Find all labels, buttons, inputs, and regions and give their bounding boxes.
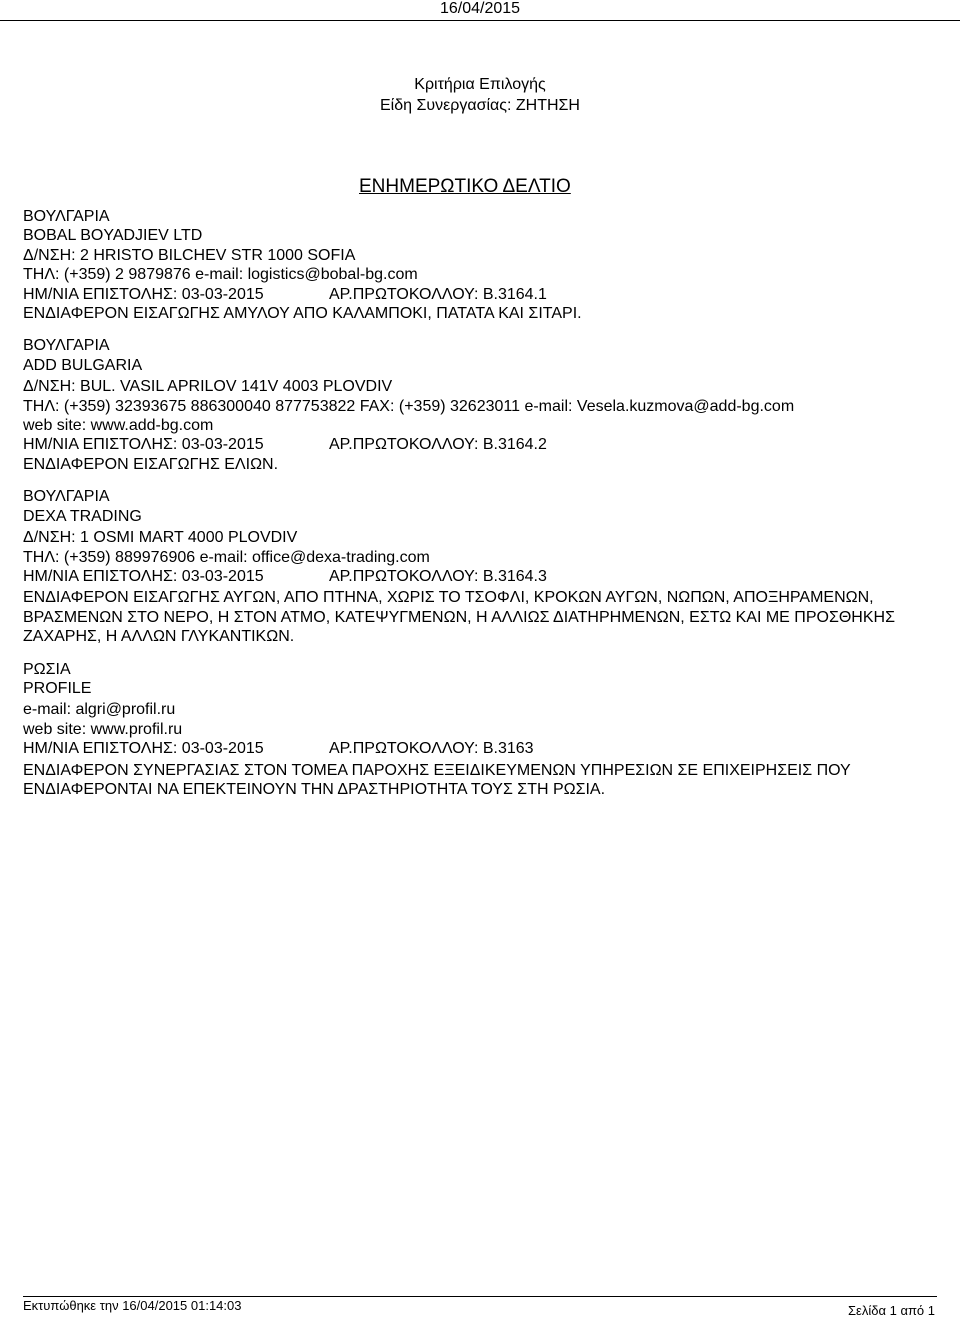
list-item xyxy=(23,207,954,323)
entry-letter-date: ΗΜ/ΝΙΑ ΕΠΙΣΤΟΛΗΣ: 03-03-2015 xyxy=(23,285,264,303)
footer-page-number: Σελίδα 1 από 1 xyxy=(848,1303,935,1318)
entry-country: ΒΟΥΛΓΑΡΙΑ xyxy=(23,488,110,506)
entry-address: Δ/ΝΣΗ: 1 OSMI MART 4000 PLOVDIV xyxy=(23,529,298,547)
entry-letter-date: ΗΜ/ΝΙΑ ΕΠΙΣΤΟΛΗΣ: 03-03-2015 xyxy=(23,567,264,585)
entry-protocol: ΑΡ.ΠΡΩΤΟΚΟΛΛΟΥ: Β.3164.1 xyxy=(329,285,547,303)
entry-contact: ΤΗΛ: (+359) 32393675 886300040 877753822 FAX: (+359) 32623011 e-mail: Vesela.kuzmova@add-bg.com xyxy=(23,397,795,415)
entry-interest: ΕΝΔΙΑΦΕΡΟΝ ΕΙΣΑΓΩΓΗΣ ΑΥΓΩΝ, ΑΠΟ ΠΤΗΝΑ, ΧΩΡΙΣ ΤΟ ΤΣΟΦΛΙ, ΚΡΟΚΩΝ ΑΥΓΩΝ, ΝΩΠΩΝ, ΑΠΟΞΗΡΑΜΕΝΩΝ, ΒΡΑΣΜΕΝΩΝ ΣΤΟ ΝΕΡΟ, Η ΣΤΟΝ ΑΤΜΟ, ΚΑΤΕΨΥΓΜΕΝΩΝ, Η ΑΛΛΙΩΣ ΔΙΑΤΗΡΗΜΕΝΩΝ, ΕΣΤΩ ΚΑΙ ΜΕ ΠΡΟΣΘΗΚΗΣ ΖΑΧΑΡΗΣ, Η ΑΛΛΩΝ ΓΛΥΚΑΝΤΙΚΩΝ. xyxy=(23,589,895,646)
entry-protocol: ΑΡ.ΠΡΩΤΟΚΟΛΛΟΥ: Β.3163 xyxy=(329,740,534,758)
footer-divider xyxy=(23,1296,937,1297)
entry-company: DEXA TRADING xyxy=(23,507,142,525)
entry-interest: ΕΝΔΙΑΦΕΡΟΝ ΕΙΣΑΓΩΓΗΣ ΕΛΙΩΝ. xyxy=(23,455,279,473)
header-date: 16/04/2015 xyxy=(0,0,960,21)
entry-contact: e-mail: algri@profil.ru xyxy=(23,701,176,719)
cooperation-type: Είδη Συνεργασίας: ΖΗΤΗΣΗ xyxy=(380,97,580,114)
entry-protocol: ΑΡ.ΠΡΩΤΟΚΟΛΛΟΥ: Β.3164.2 xyxy=(329,436,547,454)
entry-letter-row xyxy=(23,739,954,758)
entry-company: BOBAL BOYADJIEV LTD xyxy=(23,227,203,245)
criteria-title: Κριτήρια Επιλογής xyxy=(414,76,546,93)
entry-protocol: ΑΡ.ΠΡΩΤΟΚΟΛΛΟΥ: Β.3164.3 xyxy=(329,567,547,585)
entry-letter-row xyxy=(23,567,954,586)
list-item xyxy=(23,336,954,474)
entry-letter-date: ΗΜ/ΝΙΑ ΕΠΙΣΤΟΛΗΣ: 03-03-2015 xyxy=(23,740,264,758)
entry-website: web site: www.profil.ru xyxy=(23,720,183,738)
entry-contact: ΤΗΛ: (+359) 2 9879876 e-mail: logistics@bobal-bg.com xyxy=(23,266,418,284)
entry-address: Δ/ΝΣΗ: 2 HRISTO BILCHEV STR 1000 SOFIA xyxy=(23,246,356,264)
footer-printed: Εκτυπώθηκε την 16/04/2015 01:14:03 xyxy=(23,1298,242,1313)
entry-company: ADD BULGARIA xyxy=(23,356,143,374)
entry-interest: ΕΝΔΙΑΦΕΡΟΝ ΕΙΣΑΓΩΓΗΣ ΑΜΥΛΟΥ ΑΠΟ ΚΑΛΑΜΠΟΚΙ, ΠΑΤΑΤΑ ΚΑΙ ΣΙΤΑΡΙ. xyxy=(23,305,582,323)
entry-address: Δ/ΝΣΗ: BUL. VASIL APRILOV 141V 4003 PLOVDIV xyxy=(23,378,393,396)
entry-website: web site: www.add-bg.com xyxy=(23,417,214,435)
entry-letter-row xyxy=(23,435,954,454)
criteria-block xyxy=(0,74,960,116)
entry-letter-row xyxy=(23,285,954,304)
entry-company: PROFILE xyxy=(23,679,92,697)
report-title: ΕΝΗΜΕΡΩΤΙΚΟ ΔΕΛΤΙΟ xyxy=(359,176,571,197)
entry-interest: ΕΝΔΙΑΦΕΡΟΝ ΣΥΝΕΡΓΑΣΙΑΣ ΣΤΟΝ ΤΟΜΕΑ ΠΑΡΟΧΗΣ ΕΞΕΙΔΙΚΕΥΜΕΝΩΝ ΥΠΗΡΕΣΙΩΝ ΣΕ ΕΠΙΧΕΙΡΗΣΕΙΣ ΠΟΥ ΕΝΔΙΑΦΕΡΟΝΤΑΙ ΝΑ ΕΠΕΚΤΕΙΝΟΥΝ ΤΗΝ ΔΡΑΣΤΗΡΙΟΤΗΤΑ ΤΟΥΣ ΣΤΗ ΡΩΣΙΑ. xyxy=(23,761,851,798)
list-item xyxy=(23,487,954,646)
entry-contact: ΤΗΛ: (+359) 889976906 e-mail: office@dexa-trading.com xyxy=(23,548,430,566)
entry-country: ΒΟΥΛΓΑΡΙΑ xyxy=(23,208,110,225)
list-item xyxy=(23,660,954,800)
entry-letter-date: ΗΜ/ΝΙΑ ΕΠΙΣΤΟΛΗΣ: 03-03-2015 xyxy=(23,436,264,454)
entry-country: ΡΩΣΙΑ xyxy=(23,660,71,678)
entry-country: ΒΟΥΛΓΑΡΙΑ xyxy=(23,337,110,355)
entries-list xyxy=(23,207,954,812)
